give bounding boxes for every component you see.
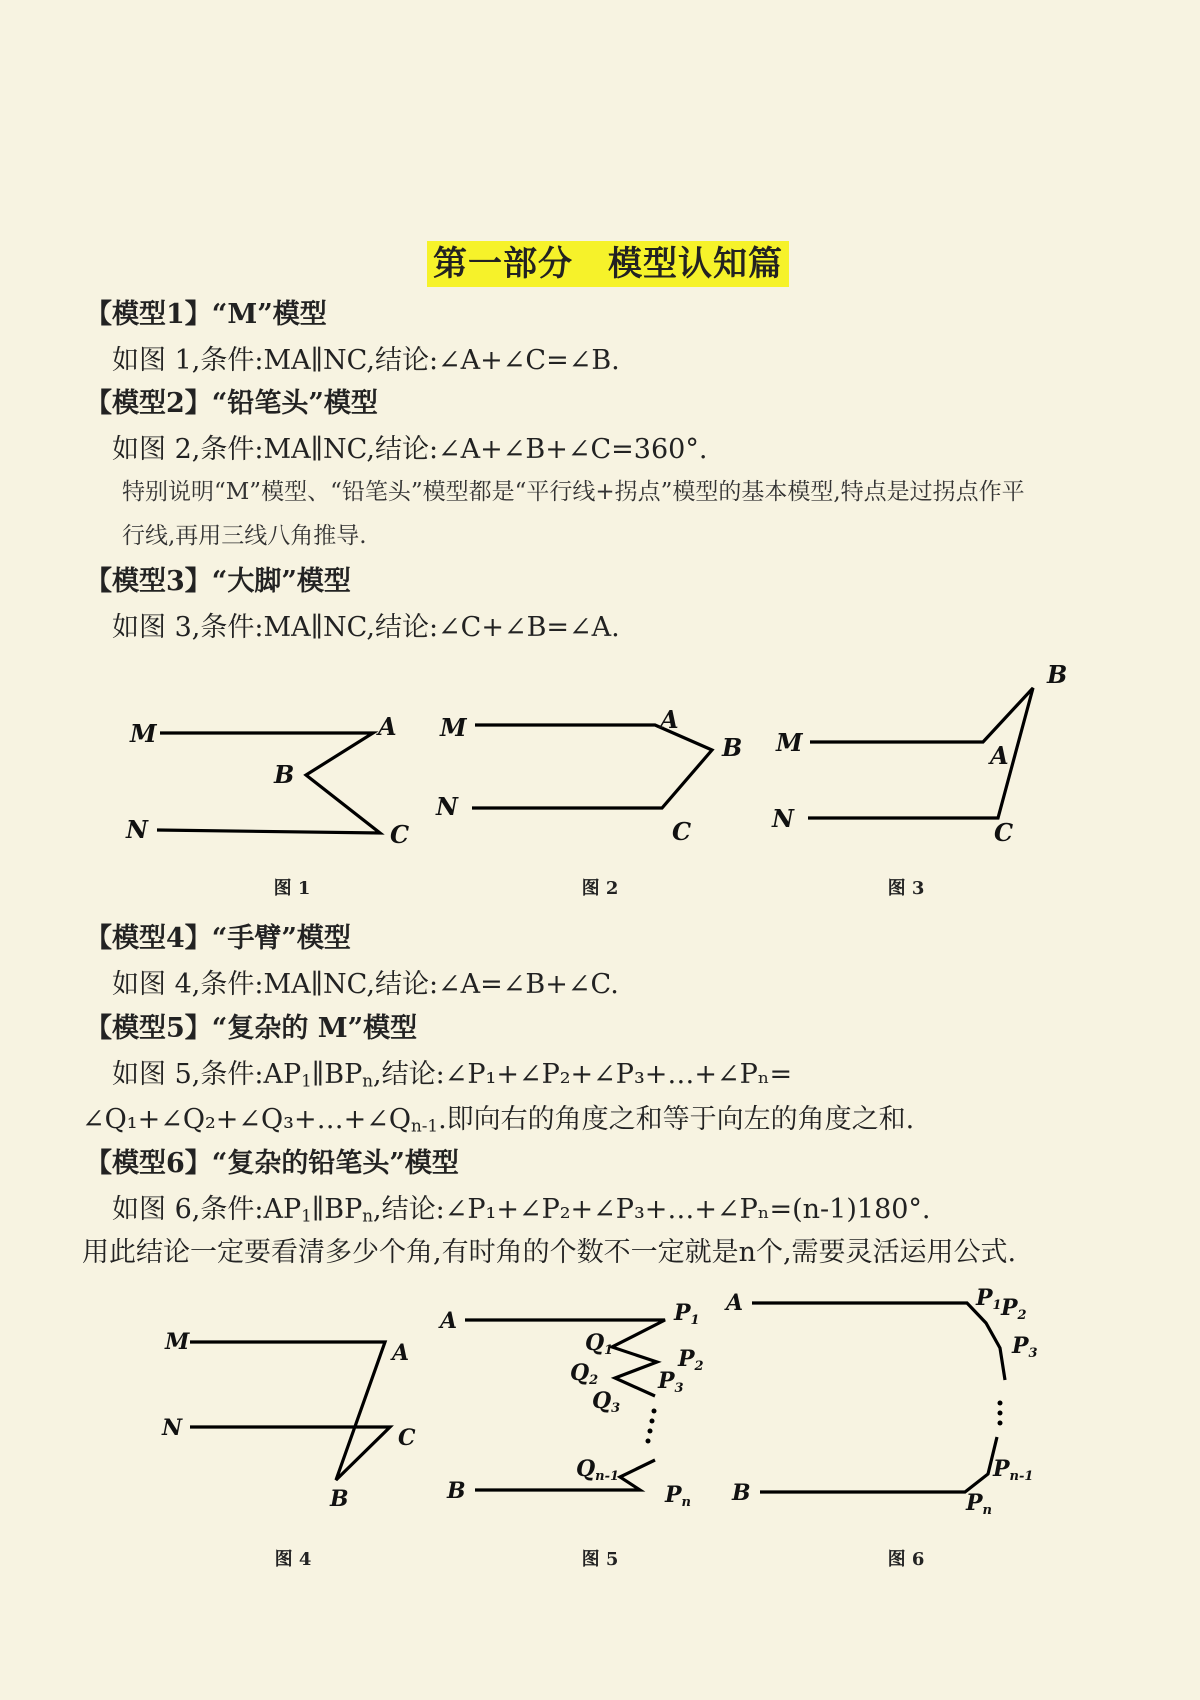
figures-row-1 <box>0 650 1200 920</box>
fig2-label-A: A <box>660 705 679 734</box>
fig6-label-P3: P3 <box>1012 1333 1038 1361</box>
model-5-conclusion-line-1: 如图 5,条件$:AP_1\parallel BP_n$,结论:∠P₁+∠P₂+∠P₃+…+∠Pₙ= <box>112 1059 793 1091</box>
fig1-label-B: B <box>274 760 295 789</box>
model-3-heading: 【模型3】“大脚”模型 <box>85 566 351 597</box>
fig3-label-A: A <box>990 741 1009 770</box>
fig6-caption: 图 6 <box>887 1549 925 1570</box>
fig6-label-Pn-1: Pn-1 <box>993 1456 1034 1484</box>
model-1-conclusion: 如图 1,条件:MA∥NC,结论:∠A+∠C=∠B. <box>112 345 620 376</box>
fig4-label-M: M <box>165 1329 190 1355</box>
fig6-label-P1: P1 <box>976 1285 1002 1313</box>
fig4-label-C: C <box>398 1425 416 1451</box>
fig2-caption: 图 2 <box>581 878 619 899</box>
fig2-label-N: N <box>436 792 458 821</box>
fig5-label-Q1: Q1 <box>585 1330 614 1358</box>
fig3-label-N: N <box>772 804 794 833</box>
fig5-label-Pn: Pn <box>665 1482 691 1510</box>
model-1-heading: 【模型1】“M”模型 <box>85 299 327 330</box>
fig4-label-A: A <box>392 1340 410 1366</box>
fig1-label-N: N <box>126 815 148 844</box>
fig6-label-P2: P2 <box>1001 1295 1027 1323</box>
fig2-label-B: B <box>722 733 743 762</box>
model-5-heading: 【模型5】“复杂的 M”模型 <box>85 1013 418 1044</box>
model-4-conclusion: 如图 4,条件:MA∥NC,结论:∠A=∠B+∠C. <box>112 969 619 1000</box>
fig4-lines <box>190 1342 390 1480</box>
fig5-label-B: B <box>447 1478 466 1504</box>
model-3-conclusion: 如图 3,条件:MA∥NC,结论:∠C+∠B=∠A. <box>112 612 620 643</box>
note-line-1: 特别说明“M”模型、“铅笔头”模型都是“平行线+拐点”模型的基本模型,特点是过拐点作平 <box>122 479 1025 505</box>
page-title: 第一部分 模型认知篇 <box>427 241 789 287</box>
figures-row-2 <box>0 1280 1200 1580</box>
fig5-ellipsis-dots <box>646 1409 657 1444</box>
fig1-caption: 图 1 <box>273 878 311 899</box>
fig5-label-Q3: Q3 <box>592 1388 621 1416</box>
fig5-label-P1: P1 <box>674 1300 700 1328</box>
fig6-label-B: B <box>732 1480 751 1506</box>
fig6-label-Pn: Pn <box>966 1490 992 1518</box>
fig4-label-B: B <box>330 1486 349 1512</box>
fig4-caption: 图 4 <box>274 1549 312 1570</box>
fig3-caption: 图 3 <box>887 878 925 899</box>
fig1-label-C: C <box>390 820 410 849</box>
fig6-ellipsis-dots <box>998 1401 1003 1426</box>
fig1-label-M: M <box>130 719 157 748</box>
model-4-heading: 【模型4】“手臂”模型 <box>85 923 351 954</box>
fig3-label-B: B <box>1047 660 1068 689</box>
fig5-bottom-line <box>475 1460 655 1490</box>
fig6-bottom-line <box>760 1437 997 1492</box>
fig6-label-A: A <box>726 1290 744 1316</box>
formula-usage-warning: 用此结论一定要看清多少个角,有时角的个数不一定就是n个,需要灵活运用公式. <box>82 1237 1017 1268</box>
model-2-conclusion: 如图 2,条件:MA∥NC,结论:∠A+∠B+∠C=360°. <box>112 434 708 465</box>
fig2-label-M: M <box>440 713 467 742</box>
fig3-label-C: C <box>994 818 1014 847</box>
figures-4-6-svg <box>0 1280 1200 1580</box>
fig1-label-A: A <box>378 712 397 741</box>
model-2-heading: 【模型2】“铅笔头”模型 <box>85 388 378 419</box>
fig5-caption: 图 5 <box>581 1549 619 1570</box>
fig5-label-Qn-1: Qn-1 <box>576 1456 620 1484</box>
fig5-label-Q2: Q2 <box>570 1360 599 1388</box>
fig4-label-N: N <box>162 1415 183 1441</box>
fig2-lines <box>472 725 712 808</box>
fig5-label-P2: P2 <box>678 1346 704 1374</box>
model-6-conclusion: 如图 6,条件$:AP_1\parallel BP_n$,结论:∠P₁+∠P₂+∠P₃+…+∠Pₙ=(n-1)180°. <box>112 1194 931 1226</box>
model-5-conclusion-line-2: $\angle Q_1+\angle Q_2+\angle Q_3+\dots+\angle Q_{n-1}$.即向右的角度之和等于向左的角度之和. <box>82 1104 915 1136</box>
fig5-top-line <box>465 1320 665 1396</box>
note-line-2: 行线,再用三线八角推导. <box>122 523 367 549</box>
fig1-lines <box>157 733 380 833</box>
fig2-label-C: C <box>672 817 692 846</box>
fig6-top-line <box>752 1303 1005 1380</box>
fig5-label-A: A <box>440 1308 458 1334</box>
fig3-label-M: M <box>776 728 803 757</box>
fig5-label-P3: P3 <box>658 1368 684 1396</box>
model-6-heading: 【模型6】“复杂的铅笔头”模型 <box>85 1148 459 1179</box>
